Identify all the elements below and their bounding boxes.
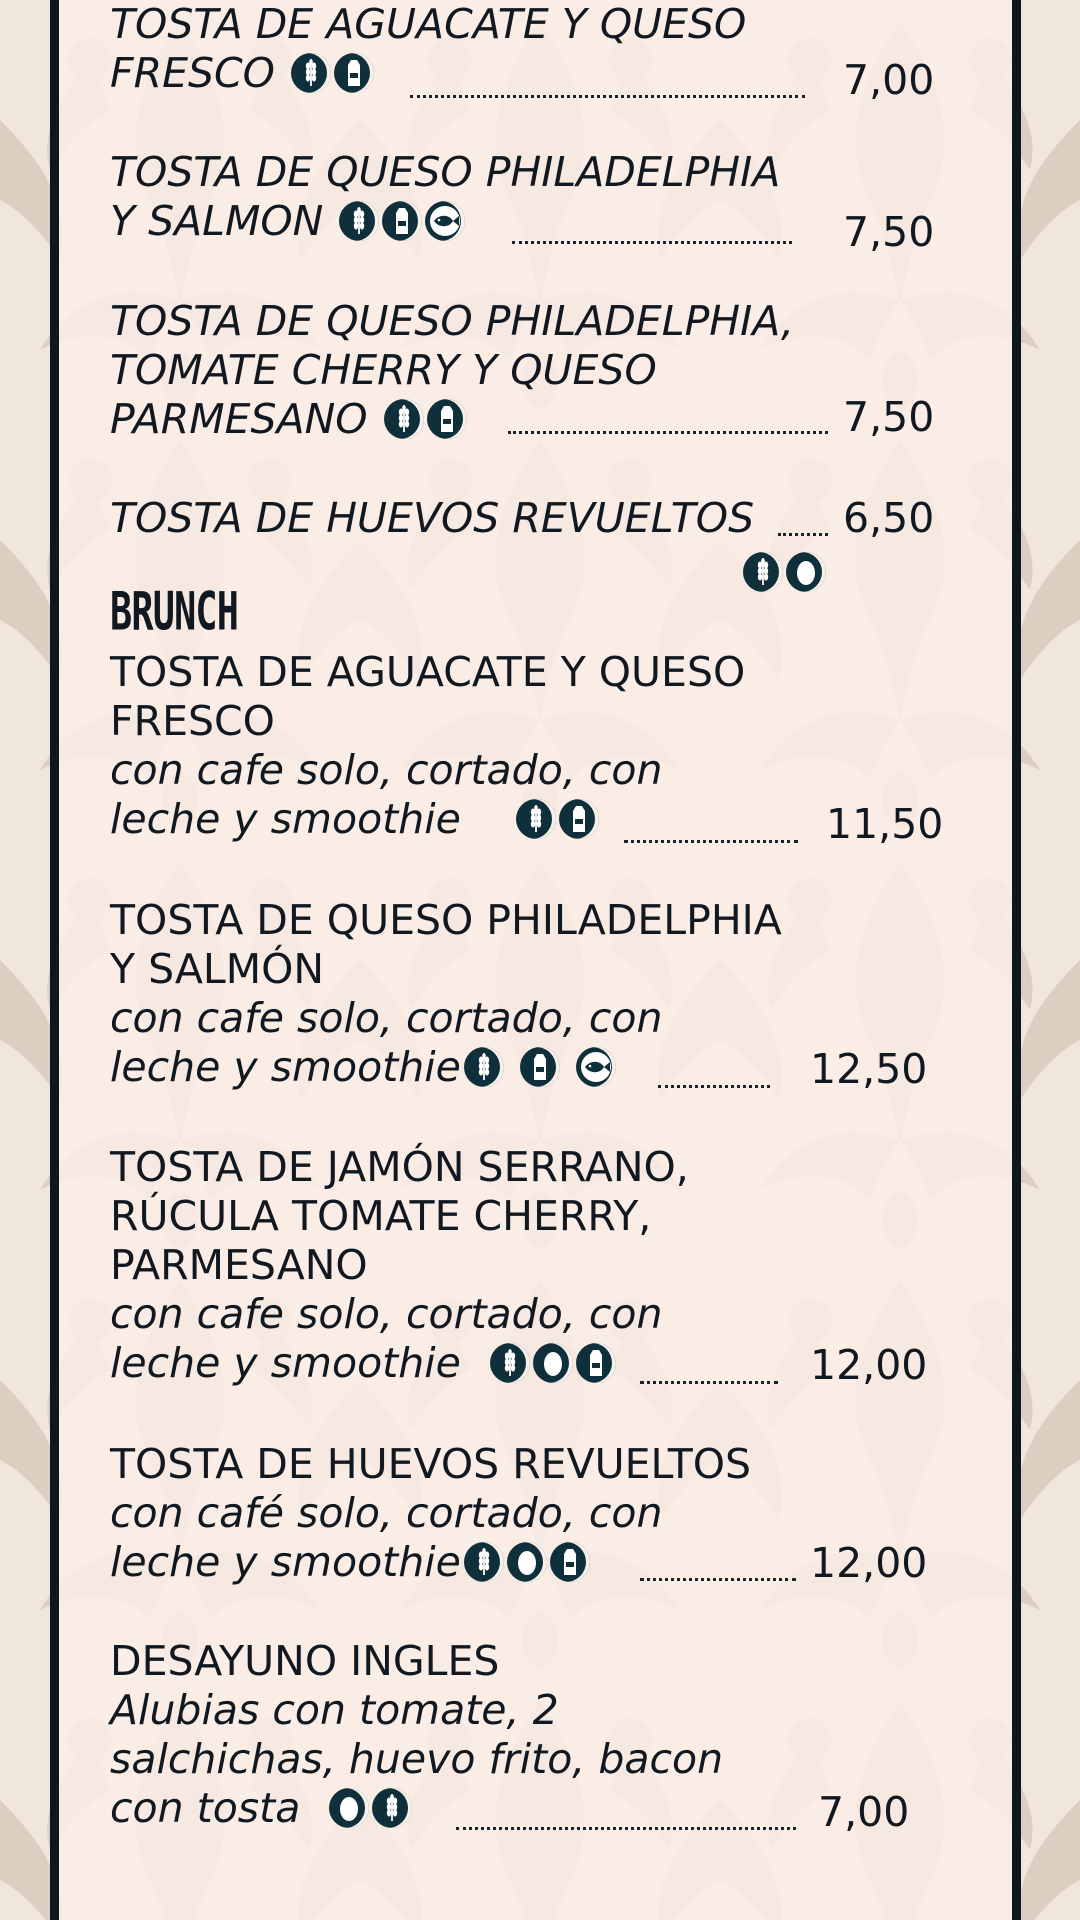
item-price: 12,50 [810, 1045, 928, 1093]
egg-icon [329, 1788, 369, 1828]
item-description-line: leche y smoothie [110, 1043, 782, 1092]
milk-carton-icon [576, 1343, 616, 1383]
fish-icon [576, 1047, 616, 1087]
item-title-line: TOSTA DE AGUACATE Y QUESO [110, 648, 746, 696]
brunch-item-tosta-philadelphia-salmon [110, 896, 782, 1092]
item-description-line: leche y smoothie [110, 1538, 751, 1587]
brunch-item-tosta-huevos [110, 1440, 751, 1587]
item-title-line: TOSTA DE HUEVOS REVUELTOS [110, 494, 755, 542]
item-title-line: TOSTA DE QUESO PHILADELPHIA [110, 896, 782, 944]
item-price: 7,50 [843, 393, 935, 441]
item-description-line: con cafe solo, cortado, con [110, 746, 663, 794]
milk-carton-icon [427, 399, 467, 439]
egg-icon [786, 552, 826, 592]
section-heading-brunch: BRUNCH [110, 580, 239, 643]
dot-leader [508, 426, 828, 434]
egg-icon [507, 1542, 547, 1582]
item-price: 7,50 [843, 208, 935, 256]
dot-leader [658, 1080, 770, 1088]
item-title-line: RÚCULA TOMATE CHERRY, [110, 1192, 652, 1240]
item-title-line: Y SALMÓN [110, 945, 325, 993]
milk-carton-icon [382, 201, 422, 241]
dot-leader [456, 1822, 796, 1830]
item-title-line: Y SALMON [110, 197, 780, 246]
left-border [50, 0, 59, 1920]
item-title-line: TOSTA DE AGUACATE Y QUESO [110, 0, 747, 48]
brunch-item-desayuno-ingles [110, 1637, 723, 1833]
menu-item-tosta-aguacate [110, 0, 746, 98]
wheat-icon [516, 799, 556, 839]
egg-icon [533, 1343, 573, 1383]
brunch-item-tosta-aguacate [110, 648, 745, 844]
menu-item-tosta-philadelphia-cherry [110, 297, 794, 444]
item-title-line: TOMATE CHERRY Y QUESO [110, 346, 657, 394]
milk-carton-icon [550, 1542, 590, 1582]
item-price: 12,00 [810, 1539, 928, 1587]
dot-leader [410, 90, 805, 98]
item-title-line: TOSTA DE JAMÓN SERRANO, [110, 1143, 689, 1191]
item-description-line: con cafe solo, cortado, con [110, 994, 663, 1042]
fish-icon [425, 201, 465, 241]
right-border [1012, 0, 1021, 1920]
milk-carton-icon [520, 1047, 560, 1087]
item-title-line: FRESCO [110, 49, 746, 98]
item-description-line: salchichas, huevo frito, bacon [110, 1735, 724, 1783]
item-description-line: con café solo, cortado, con [110, 1489, 663, 1537]
dot-leader [640, 1573, 796, 1581]
dot-leader [640, 1376, 778, 1384]
item-title-line: PARMESANO [110, 1241, 368, 1289]
item-title-line: TOSTA DE QUESO PHILADELPHIA [110, 148, 781, 196]
wheat-icon [384, 399, 424, 439]
item-title-line: PARMESANO [110, 395, 794, 444]
item-title-line: TOSTA DE QUESO PHILADELPHIA, [110, 297, 795, 345]
wheat-icon [464, 1542, 504, 1582]
wheat-icon [464, 1047, 504, 1087]
menu-item-tosta-huevos [110, 494, 754, 543]
item-description-line: Alubias con tomate, 2 [110, 1686, 559, 1734]
item-price: 7,00 [818, 1788, 910, 1836]
item-title-line: DESAYUNO INGLES [110, 1637, 500, 1685]
item-price: 12,00 [810, 1341, 928, 1389]
wheat-icon [339, 201, 379, 241]
menu-item-tosta-philadelphia-salmon [110, 148, 780, 246]
item-title-line: FRESCO [110, 697, 275, 745]
item-title-line: TOSTA DE HUEVOS REVUELTOS [110, 1440, 752, 1488]
wheat-icon [743, 552, 783, 592]
dot-leader [624, 835, 798, 843]
allergen-icons [740, 552, 826, 592]
dot-leader [778, 528, 828, 536]
wheat-icon [372, 1788, 412, 1828]
item-description-line: con tosta [110, 1784, 723, 1833]
item-price: 11,50 [826, 800, 944, 848]
item-description-line: con cafe solo, cortado, con [110, 1290, 663, 1338]
milk-carton-icon [559, 799, 599, 839]
milk-carton-icon [334, 53, 374, 93]
item-description-line: leche y smoothie [110, 1339, 689, 1388]
wheat-icon [291, 53, 331, 93]
item-description-line: leche y smoothie [110, 795, 745, 844]
item-price: 7,00 [843, 56, 935, 104]
dot-leader [512, 236, 792, 244]
wheat-icon [490, 1343, 530, 1383]
brunch-item-tosta-jamon [110, 1143, 689, 1388]
item-price: 6,50 [843, 494, 935, 542]
